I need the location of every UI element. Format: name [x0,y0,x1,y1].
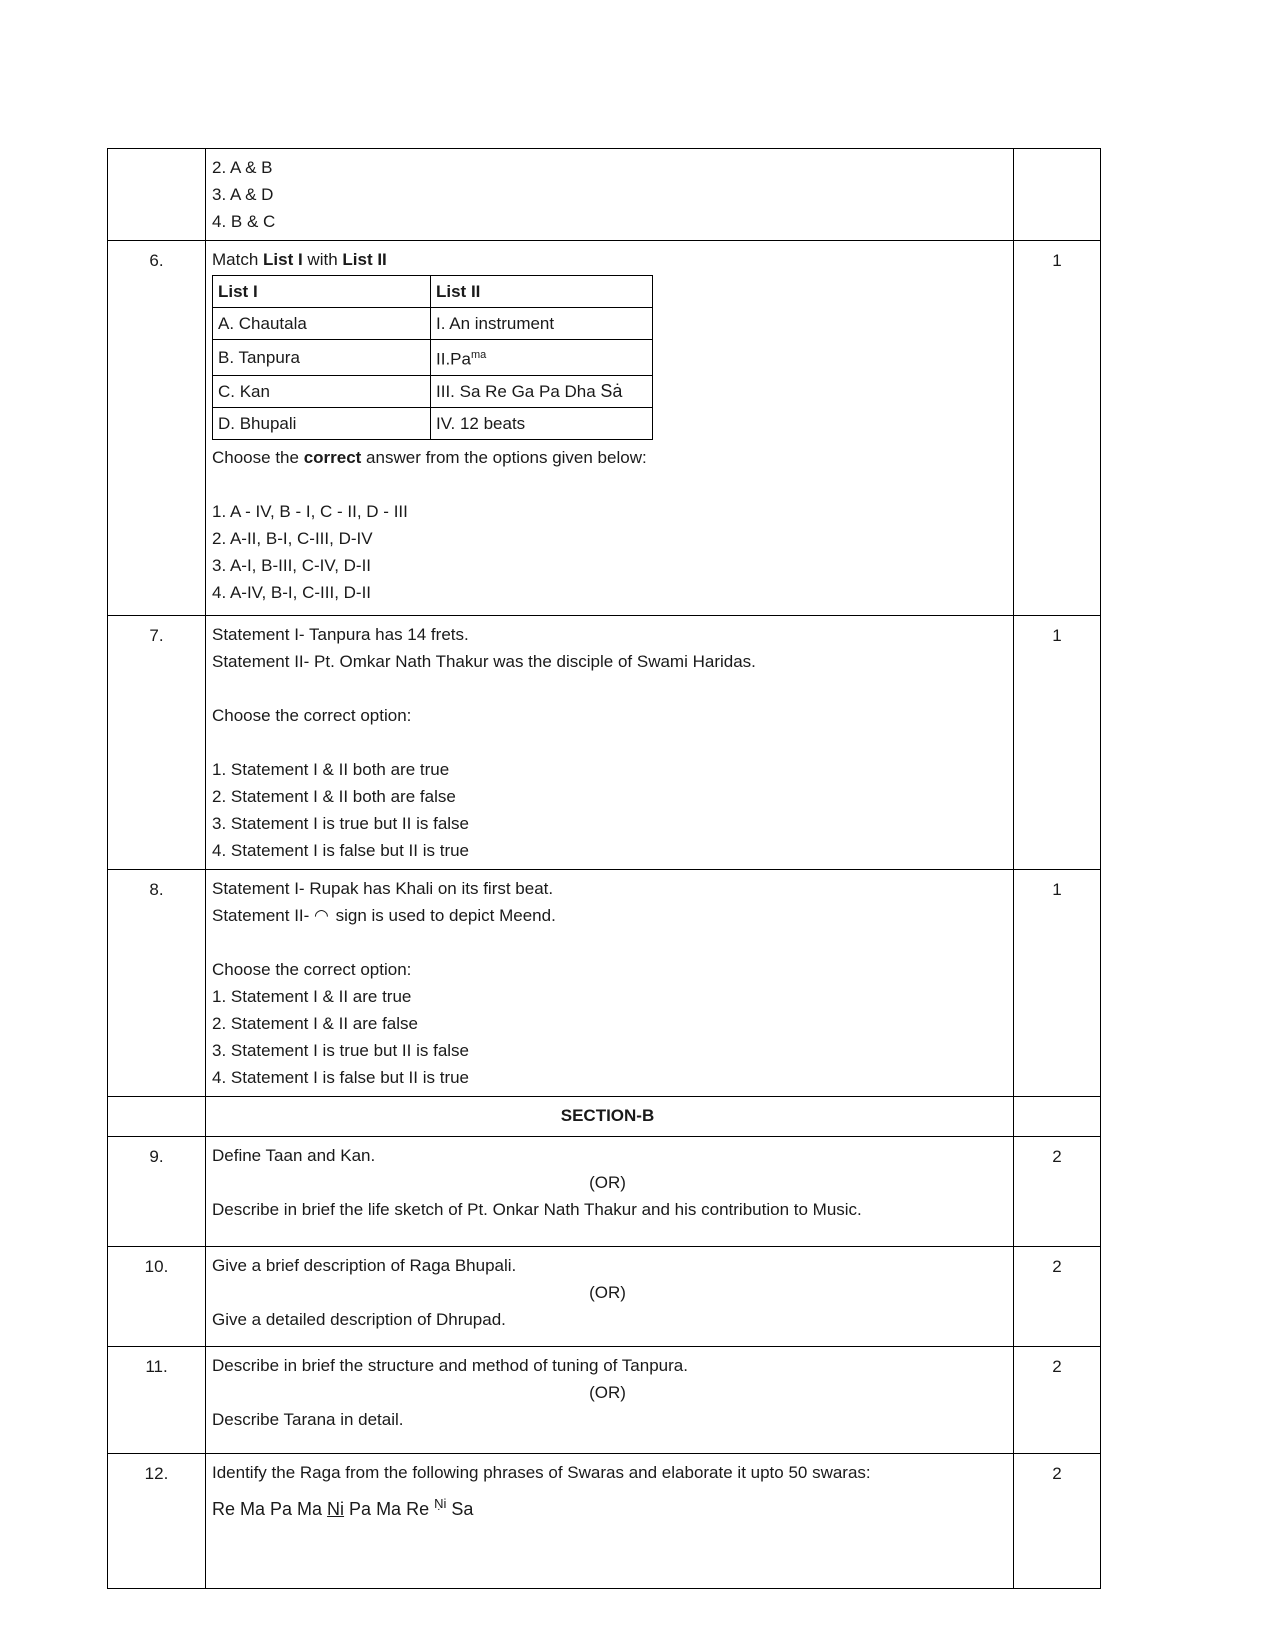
statement-1: Statement I- Rupak has Khali on its first beat. [212,879,554,898]
text-run: Match [212,250,264,269]
answer-option: 4. Statement I is false but II is true [212,1068,470,1087]
choose-instruction: Choose the correct option: [212,960,412,979]
question-text [212,246,1003,273]
answer-option: 3. Statement I is true but II is false [212,1041,470,1060]
answer-option: 3. Statement I is true but II is false [212,814,470,833]
match-list-table [212,275,653,440]
text-run: II.Pa [436,349,471,369]
question-text: Describe in brief the structure and method of tuning of Tanpura. [212,1356,688,1375]
komal-ni-notation: Ni [327,1499,345,1519]
match-row-a [213,308,653,340]
blank-line [212,675,1003,702]
section-b-row [108,1097,1101,1137]
marks-value: 1 [1014,870,1101,1097]
answer-option: 3. A-I, B-III, C-IV, D-II [212,555,372,575]
question-text: Describe in brief the life sketch of Pt. Onkar Nath Thakur and his contribution to Music. [212,1200,862,1219]
list1-item: C. Kan [213,375,431,407]
text-run-bold: correct [303,447,362,467]
blank-line [212,929,1003,956]
match-row-c [213,375,653,407]
question-text: Identify the Raga from the following phrases of Swaras and elaborate it upto 50 swaras: [212,1463,871,1482]
question-number: 12. [108,1454,206,1589]
or-separator: (OR) [589,1383,626,1402]
taar-sa-notation: Sȧ [600,380,623,401]
question-body [206,149,1014,241]
marks-value: 1 [1014,616,1101,870]
text-run: Pa Ma Re [344,1499,435,1519]
list2-item [431,340,653,376]
statement-2 [212,902,1003,929]
question-9-row [108,1137,1101,1247]
text-run-bold: List I [263,250,303,269]
marks-value: 2 [1014,1347,1101,1454]
question-text: Define Taan and Kan. [212,1146,376,1165]
choose-instruction [212,444,1003,471]
question-number: 9. [108,1137,206,1247]
question-body [206,1454,1014,1589]
question-12-row [108,1454,1101,1589]
marks-value: 2 [1014,1247,1101,1347]
marks-value: 2 [1014,1454,1101,1589]
question-number-cell [108,149,206,241]
swara-phrase [212,1490,1003,1523]
text-run: Statement II- [212,906,315,925]
question-7-row [108,616,1101,870]
question-8-row [108,870,1101,1097]
list2-item: I. An instrument [431,308,653,340]
marks-value: 2 [1014,1137,1101,1247]
statement-2: Statement II- Pt. Omkar Nath Thakur was the disciple of Swami Haridas. [212,652,756,671]
answer-option: 2. Statement I & II both are false [212,787,456,806]
or-separator: (OR) [589,1173,626,1192]
list2-header: List II [431,276,653,308]
answer-option: 4. A-IV, B-I, C-III, D-II [212,582,372,602]
question-text: Give a brief description of Raga Bhupali. [212,1256,517,1275]
list1-item: D. Bhupali [213,407,431,439]
mandra-ni-notation: Ṇi [434,1496,447,1511]
statement-1: Statement I- Tanpura has 14 frets. [212,625,469,644]
question-body [206,616,1014,870]
list1-item: A. Chautala [213,308,431,340]
question-number: 10. [108,1247,206,1347]
answer-option: 1. A - IV, B - I, C - II, D - III [212,501,408,521]
blank-line [212,729,1003,756]
marks-value: 1 [1014,241,1101,616]
question-11-row [108,1347,1101,1454]
choose-instruction: Choose the correct option: [212,706,412,725]
answer-option: 1. Statement I & II are true [212,987,412,1006]
answer-option: 3. A & D [212,185,274,204]
text-run: with [302,250,343,269]
superscript-ma: ma [470,349,487,361]
text-run: III. Sa Re Ga Pa Dha [436,381,601,401]
question-body [206,870,1014,1097]
question-5-continuation-row [108,149,1101,241]
question-number: 7. [108,616,206,870]
answer-option: 4. B & C [212,212,276,231]
answer-option: 2. A-II, B-I, C-III, D-IV [212,528,373,548]
text-run: Re Ma Pa Ma [212,1499,328,1519]
marks-cell [1014,1097,1101,1137]
section-title: SECTION-B [206,1097,1014,1137]
text-run: Choose the [212,447,304,467]
list1-item: B. Tanpura [213,340,431,376]
question-number: 6. [108,241,206,616]
question-body [206,241,1014,616]
or-separator: (OR) [589,1283,626,1302]
question-6-row [108,241,1101,616]
text-run: Sa [446,1499,474,1519]
text-run: sign is used to depict Meend. [330,906,556,925]
blank-line [212,471,1003,498]
question-number: 11. [108,1347,206,1454]
match-header-row [213,276,653,308]
question-body [206,1347,1014,1454]
question-body [206,1247,1014,1347]
marks-cell [1014,149,1101,241]
text-run-bold: List II [342,250,387,269]
match-row-d [213,407,653,439]
answer-option: 2. Statement I & II are false [212,1014,418,1033]
match-row-b [213,340,653,376]
answer-option: 2. A & B [212,158,273,177]
question-10-row [108,1247,1101,1347]
text-run: answer from the options given below: [361,447,647,467]
list2-item: IV. 12 beats [431,407,653,439]
list1-header: List I [213,276,431,308]
meend-arc-sign: ◠ [314,906,331,925]
answer-option: 4. Statement I is false but II is true [212,841,470,860]
answer-option: 1. Statement I & II both are true [212,760,450,779]
question-number: 8. [108,870,206,1097]
question-text: Give a detailed description of Dhrupad. [212,1310,506,1329]
question-text: Describe Tarana in detail. [212,1410,404,1429]
list2-item [431,375,653,407]
question-body [206,1137,1014,1247]
question-number-cell [108,1097,206,1137]
exam-table [107,148,1101,1589]
